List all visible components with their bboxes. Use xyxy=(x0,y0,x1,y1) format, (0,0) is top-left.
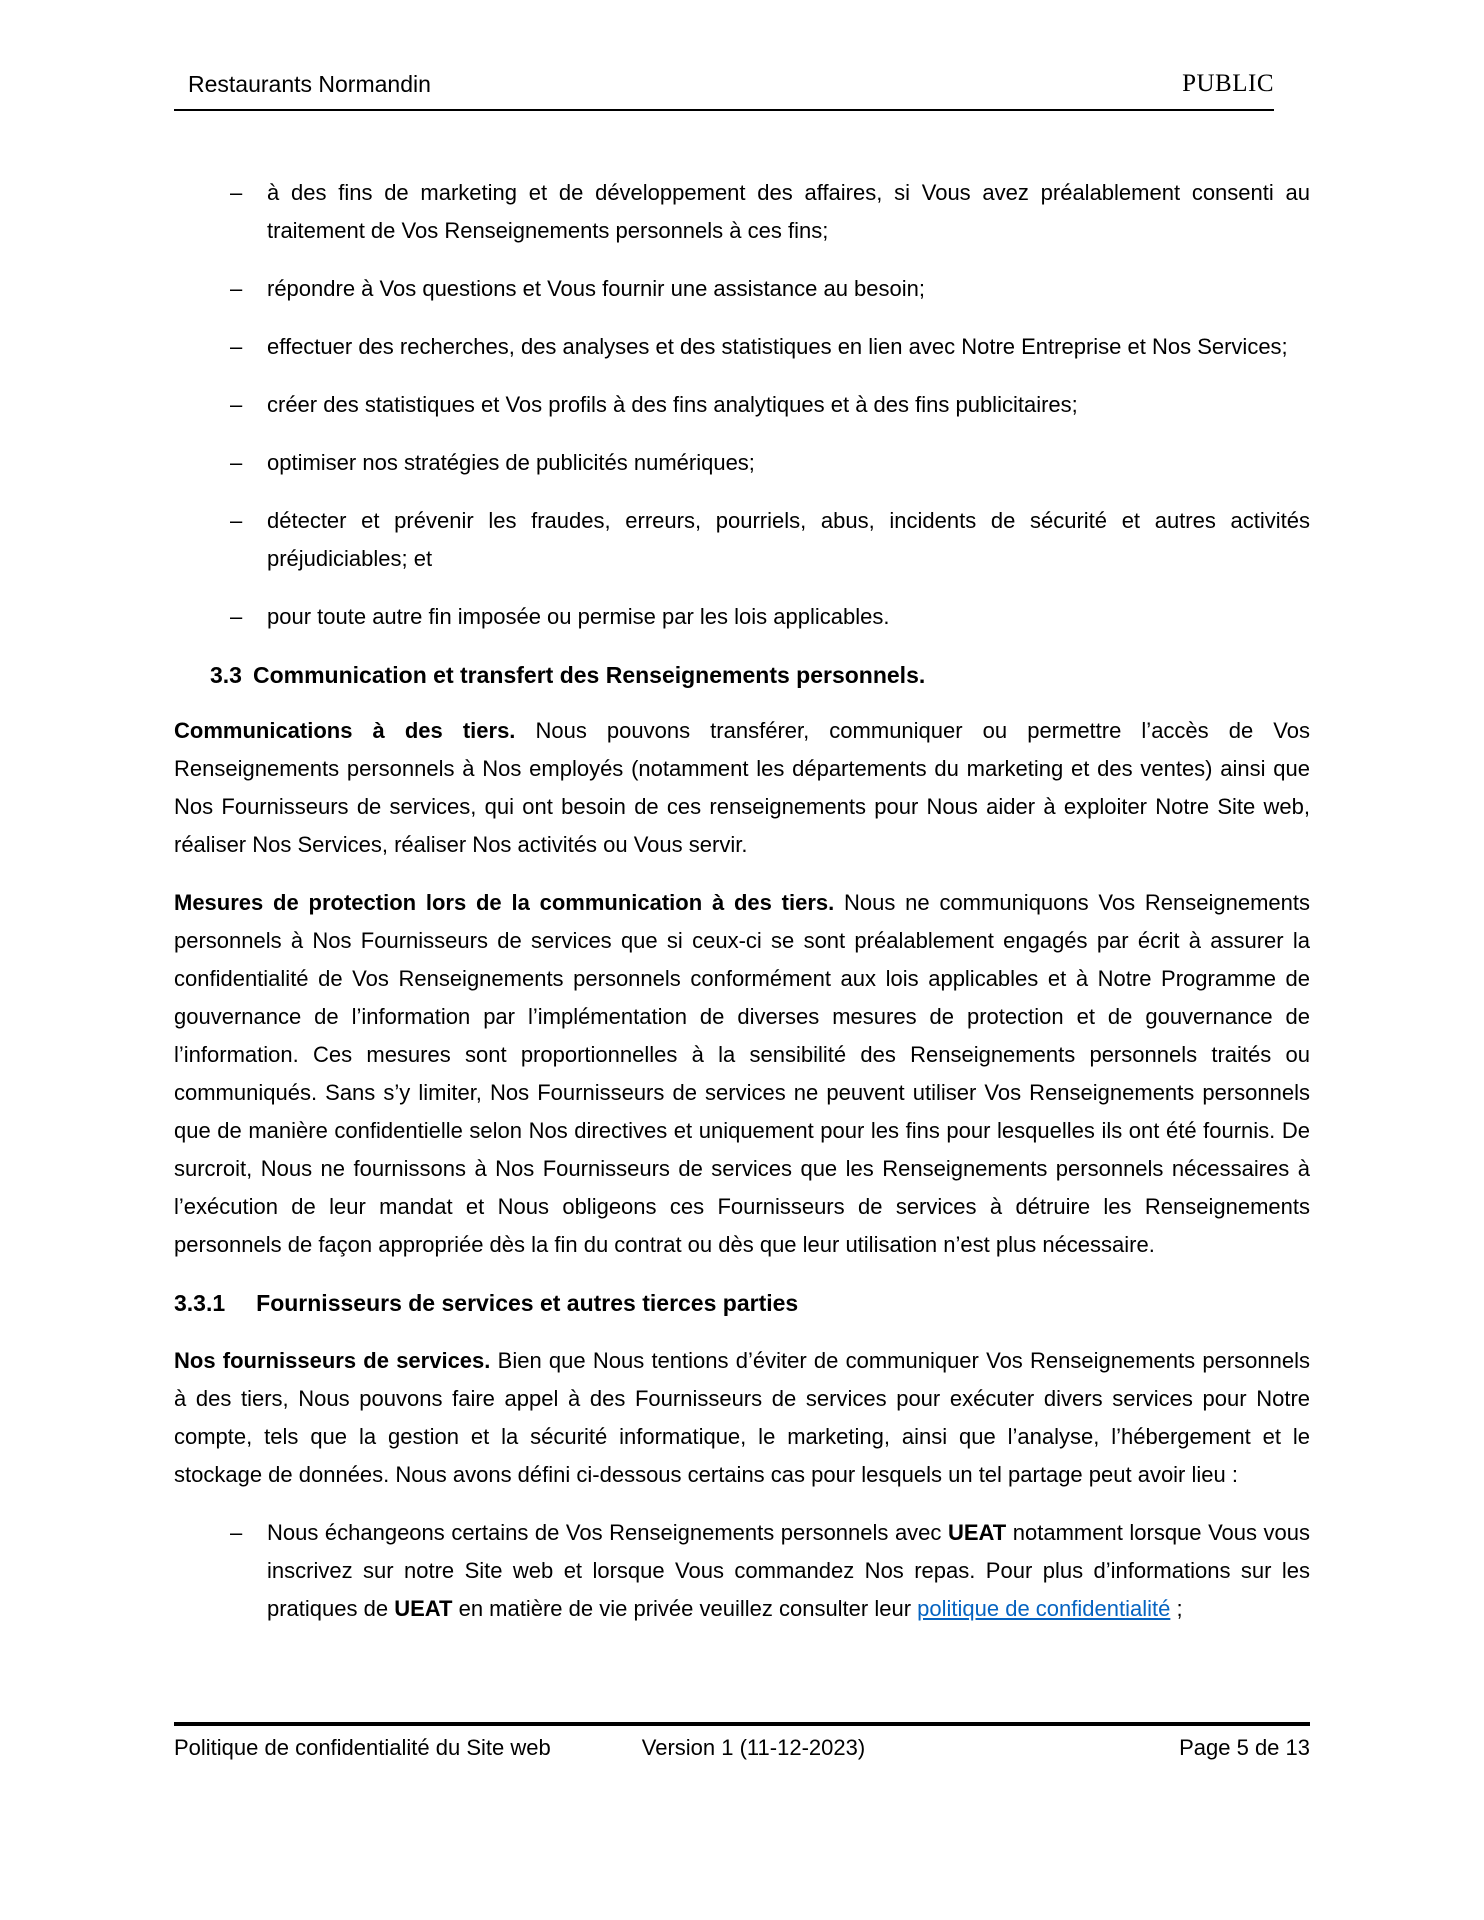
text-run: effectuer des recherches, des analyses et des statistiques en lien avec Notre Entreprise et Nos Services; xyxy=(267,334,1288,359)
document-body xyxy=(174,174,1310,1648)
bold-text-run: Mesures de protection lors de la communication à des tiers. xyxy=(174,890,835,915)
footer-version: Version 1 (11-12-2023) xyxy=(641,1735,866,1760)
text-run: notamment lorsque Vous vous inscrivez sur notre Site web et lorsque Vous commandez Nos repas. Pour plus d’informations sur les pratiques de xyxy=(267,1520,1311,1621)
footer-document-title: Politique de confidentialité du Site web xyxy=(174,1735,551,1760)
text-run: répondre à Vos questions et Vous fournir une assistance au besoin; xyxy=(267,276,925,301)
list-item xyxy=(174,502,1310,578)
section-heading-3.3 xyxy=(210,656,1310,694)
bold-text-run: Nos fournisseurs de services. xyxy=(174,1348,491,1373)
text-run: Nous ne communiquons Vos Renseignements personnels à Nos Fournisseurs de services que si ceux-ci se sont préalablement engagés par écrit à assurer la confidentialité de Vos Renseignements personnels conformément aux lois applicables et à Notre Programme de gouvernance de l’information par l’implémentation de diverses mesures de protection et de gouvernance de l’information. Ces mesures sont proportionnelles à la sensibilité des Renseignements personnels traités ou communiqués. Sans s’y limiter, Nos Fournisseurs de services ne peuvent utiliser Vos Renseignements personnels que de manière confidentielle selon Nos directives et uniquement pour les fins pour lesquelles ils ont été fournis. De surcroit, Nous ne fournissons à Nos Fournisseurs de services que les Renseignements personnels nécessaires à l’exécution de leur mandat et Nous obligeons ces Fournisseurs de services à détruire les Renseignements personnels de façon appropriée dès la fin du contrat ou dès que leur utilisation n’est plus nécessaire. xyxy=(174,890,1310,1257)
list-item-text xyxy=(267,1514,1310,1628)
list-item xyxy=(174,386,1310,424)
paragraph xyxy=(174,712,1310,864)
heading-text: Communication et transfert des Renseignements personnels. xyxy=(252,662,926,688)
list-item-text xyxy=(267,502,1310,578)
section-heading-3.3.1 xyxy=(174,1284,1310,1322)
text-run: ; xyxy=(1170,1596,1183,1621)
list-item-text xyxy=(267,598,1310,636)
heading-text: Fournisseurs de services et autres tierces parties xyxy=(256,1290,799,1316)
list-item-text xyxy=(267,328,1310,366)
header-company-name: Restaurants Normandin xyxy=(188,71,431,97)
text-run: détecter et prévenir les fraudes, erreurs, pourriels, abus, incidents de sécurité et autres activités préjudiciables; et xyxy=(267,508,1310,571)
list-item-text xyxy=(267,270,1310,308)
text-run: Nous pouvons transférer, communiquer ou permettre l’accès de Vos Renseignements personnels à Nos employés (notamment les départements du marketing et des ventes) ainsi que Nos Fournisseurs de services, qui ont besoin de ces renseignements pour Nous aider à exploiter Notre Site web, réaliser Nos Services, réaliser Nos activités ou Vous servir. xyxy=(174,718,1310,857)
list-item-text xyxy=(267,444,1310,482)
bold-text-run: UEAT xyxy=(394,1596,453,1621)
text-run: optimiser nos stratégies de publicités numériques; xyxy=(267,450,755,475)
text-run: créer des statistiques et Vos profils à des fins analytiques et à des fins publicitaires; xyxy=(267,392,1078,417)
bullet-dash-icon: – xyxy=(230,334,243,359)
bullet-dash-icon: – xyxy=(230,392,243,417)
paragraph xyxy=(174,884,1310,1264)
footer-page-number: Page 5 de 13 xyxy=(1179,1735,1311,1760)
bold-text-run: Communications à des tiers. xyxy=(174,718,516,743)
list-item xyxy=(174,270,1310,308)
paragraph xyxy=(174,1342,1310,1494)
text-run: pour toute autre fin imposée ou permise par les lois applicables. xyxy=(267,604,890,629)
text-run: à des fins de marketing et de développement des affaires, si Vous avez préalablement consenti au traitement de Vos Renseignements personnels à ces fins; xyxy=(267,180,1310,243)
list-item-text xyxy=(267,174,1310,250)
text-run: en matière de vie privée veuillez consulter leur xyxy=(452,1596,918,1621)
bullet-dash-icon: – xyxy=(230,180,243,205)
bullet-dash-icon: – xyxy=(230,450,243,475)
list-item xyxy=(174,328,1310,366)
list-item xyxy=(174,598,1310,636)
list-item xyxy=(174,1514,1310,1628)
bullet-dash-icon: – xyxy=(230,276,243,301)
page-header xyxy=(174,70,1274,111)
list-item xyxy=(174,174,1310,250)
text-run: Nous échangeons certains de Vos Renseignements personnels avec xyxy=(267,1520,948,1545)
bullet-dash-icon: – xyxy=(230,1520,243,1545)
page-footer xyxy=(174,1722,1310,1761)
heading-number: 3.3 xyxy=(210,662,242,688)
list-item-text xyxy=(267,386,1310,424)
text-run: Bien que Nous tentions d’éviter de communiquer Vos Renseignements personnels à des tiers, Nous pouvons faire appel à des Fournisseurs de services pour exécuter divers services pour Notre compte, tels que la gestion et la sécurité informatique, le marketing, ainsi que l’analyse, l’hébergement et le stockage de données. Nous avons défini ci-dessous certains cas pour lesquels un tel partage peut avoir lieu : xyxy=(174,1348,1310,1487)
bold-text-run: UEAT xyxy=(947,1520,1007,1545)
privacy-policy-link[interactable]: politique de confidentialité xyxy=(917,1596,1171,1621)
heading-number: 3.3.1 xyxy=(174,1290,226,1316)
bullet-dash-icon: – xyxy=(230,508,243,533)
header-classification-label: PUBLIC xyxy=(1182,70,1274,97)
list-item xyxy=(174,444,1310,482)
bullet-dash-icon: – xyxy=(230,604,243,629)
